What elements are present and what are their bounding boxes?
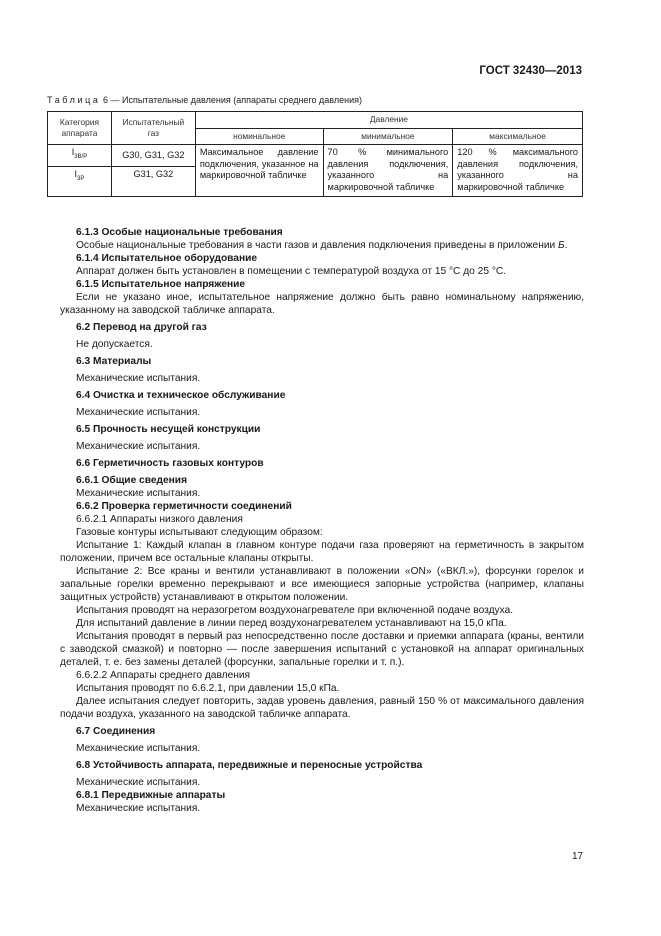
gas-cell-2: G31, G32 [111,166,195,196]
paragraph-text: Особые национальные требования в части газов и давления подключения приведены в приложении [76,240,559,251]
heading-6-8: 6.8 Устойчивость аппарата, передвижные и переносные устройства [76,760,423,771]
heading-6-7: 6.7 Соединения [76,726,156,737]
paragraph-6-2: Не допускается. [76,339,153,350]
subheading-6-6-2-1: 6.6.2.1 Аппараты низкого давления [76,514,243,525]
table-header-row [48,112,583,129]
heading-6-6-1: 6.6.1 Общие сведения [76,475,188,486]
paragraph-6-4: Механические испытания. [76,407,201,418]
gas-cell-1: G30, G31, G32 [111,145,195,166]
paragraph-6-8-1: Механические испытания. [76,803,201,814]
paragraph-6-6-2-1-intro: Газовые контуры испытывают следующим образом: [76,527,323,538]
header-max: максимальное [453,128,583,145]
header-nominal: номинальное [195,128,323,145]
paragraph-6-8: Механические испытания. [76,777,201,788]
table-caption-prefix: Таблица [47,95,101,105]
min-cell: 70 % минимального давления подключения, указанного на маркировочной табличке [323,145,453,196]
heading-6-8-1: 6.8.1 Передвижные аппараты [76,790,226,801]
table-row [48,145,583,166]
header-gas: Испытательный газ [111,112,195,145]
paragraph-6-6-2-1-pressure: Для испытаний давление в линии перед воздухонагревателем устанавливают на 15,0 кПа. [76,618,507,629]
nominal-cell: Максимальное давление подключения, указанное на маркировочной табличке [195,145,323,196]
header-category: Категория аппарата [48,112,112,145]
paragraph-6-6-1: Механические испытания. [76,488,201,499]
paragraph-6-1-4: Аппарат должен быть установлен в помещении с температурой воздуха от 15 °С до 25 °С. [76,266,507,277]
category-main-2: I [74,168,78,179]
header-pressure: Давление [195,112,582,129]
paragraph-6-1-5: Если не указано иное, испытательное напряжение должно быть равно номинальному напряжению, указанному на заводской табличке аппарата. [60,292,584,316]
category-main-1: I [71,147,75,158]
category-sub-2: 3P [77,175,85,182]
paragraph-test-2: Испытание 2: Все краны и вентили устанавливают в положении «ON» («ВКЛ.»), форсунки горелок и запальные горелки временно перекрывают и все имеющиеся запорные устройства (например, клапаны защитных устройств) устанавливают в открытом положении. [60,566,584,603]
paragraph-6-1-3 [60,239,584,252]
paragraph-6-6-2-1-cold: Испытания проводят на неразогретом воздухонагревателе при включенной подаче воздуха. [76,605,514,616]
paragraph-6-5: Механические испытания. [76,441,201,452]
table-caption [47,94,362,107]
paragraph-6-3: Механические испытания. [76,373,201,384]
heading-6-1-5: 6.1.5 Испытательное напряжение [76,279,246,290]
category-cell-2 [48,166,112,196]
category-cell-1 [48,145,112,166]
header-min: минимальное [323,128,453,145]
paragraph-6-6-2-1-repeat: Испытания проводят в первый раз непосредственно после доставки и приемки аппарата (краны, вентили с заводской смазкой) и повторно — после завершения испытаний с установкой на аппарат оригинальных деталей, т. е. без замены деталей (форсунки, запальные горелки и т. п.). [60,631,584,668]
paragraph-text: . [564,240,568,251]
heading-6-6-2: 6.6.2 Проверка герметичности соединений [76,501,292,512]
appendix-ref: Б [558,240,565,251]
heading-6-4: 6.4 Очистка и техническое обслуживание [76,390,286,401]
document-body [60,226,584,815]
category-sub-1: 3B/P [74,153,88,160]
paragraph-6-7: Механические испытания. [76,743,201,754]
table-caption-text: 6 — Испытательные давления (аппараты среднего давления) [100,95,362,105]
paragraph-6-6-2-2-b: Далее испытания следует повторить, задав уровень давления, равный 150 % от максимального давления подачи воздуха, указанного на заводской табличке аппарата. [60,696,584,720]
paragraph-6-6-2-2-a: Испытания проводят по 6.6.2.1, при давлении 15,0 кПа. [76,683,340,694]
heading-6-1-3: 6.1.3 Особые национальные требования [76,227,283,238]
standard-number: ГОСТ 32430—2013 [479,65,582,77]
max-cell: 120 % максимального давления подключения, указанного на маркировочной табличке [453,145,583,196]
heading-6-5: 6.5 Прочность несущей конструкции [76,424,261,435]
test-pressure-table [47,111,583,197]
heading-6-1-4: 6.1.4 Испытательное оборудование [76,253,258,264]
paragraph-test-1: Испытание 1: Каждый клапан в главном контуре подачи газа проверяют на герметичность в закрытом положении, причем все остальные клапаны открыты. [60,540,584,564]
heading-6-6: 6.6 Герметичность газовых контуров [76,458,264,469]
heading-6-3: 6.3 Материалы [76,356,152,367]
heading-6-2: 6.2 Перевод на другой газ [76,322,207,333]
page-number: 17 [572,851,584,862]
subheading-6-6-2-2: 6.6.2.2 Аппараты среднего давления [76,670,251,681]
